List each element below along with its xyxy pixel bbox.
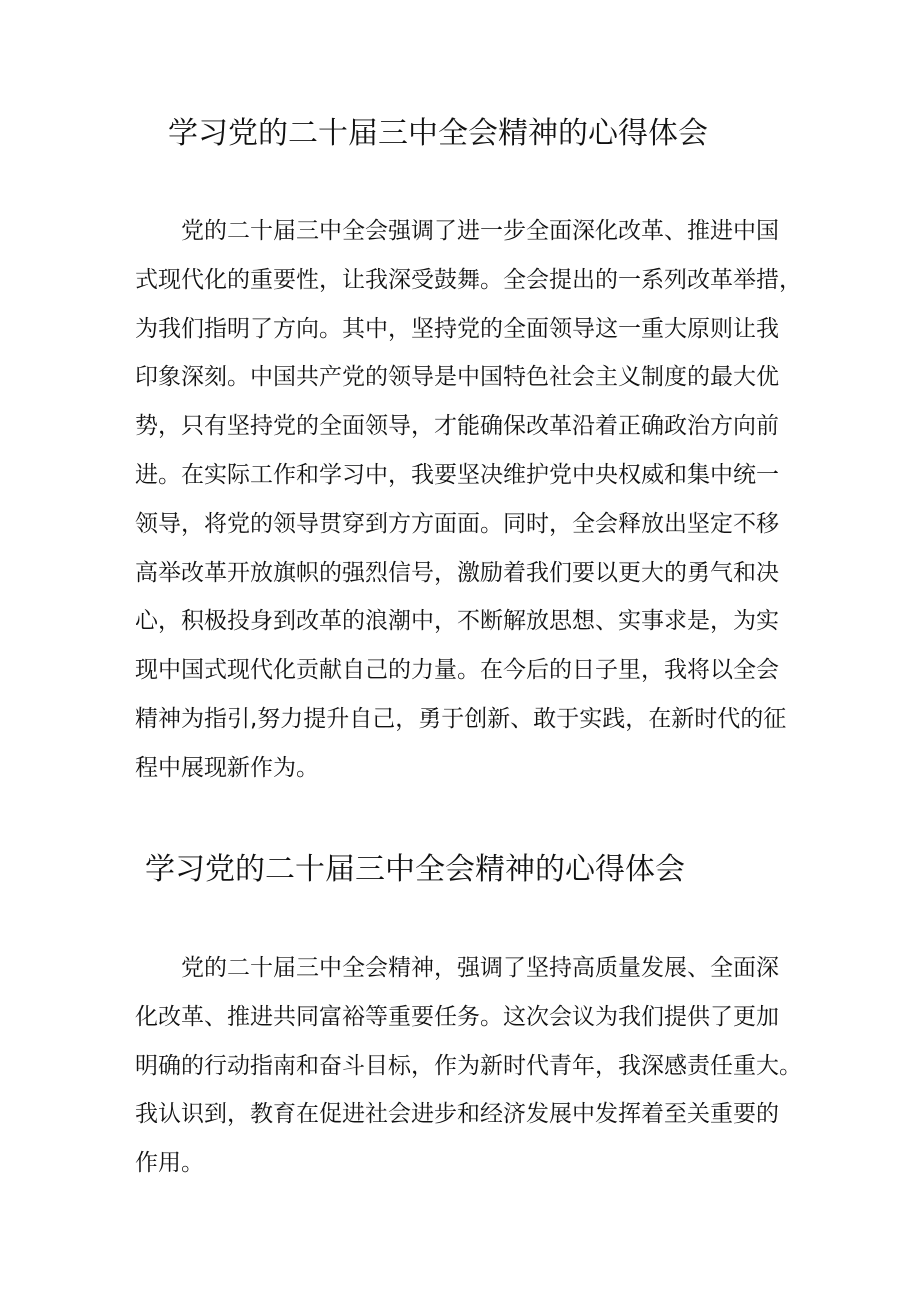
text-line: 现中国式现代化贡献自己的力量。在今后的日子里，我将以全会 — [135, 657, 779, 684]
section-body-2 — [135, 944, 805, 1188]
text-line: 精神为指引,努力提升自己，勇于创新、敢于实践，在新时代的征 — [135, 705, 787, 732]
text-line: 印象深刻。中国共产党的领导是中国特色社会主义制度的最大优 — [135, 364, 779, 391]
section-body-1 — [135, 207, 805, 793]
text-line: 党的二十届三中全会精神，强调了坚持高质量发展、全面深 — [135, 955, 779, 981]
text-line: 高举改革开放旗帜的强烈信号，激励着我们要以更大的勇气和决 — [135, 559, 779, 586]
text-line: 进。在实际工作和学习中，我要坚决维护党中央权威和集中统一 — [135, 461, 779, 488]
text-line: 势，只有坚持党的全面领导，才能确保改革沿着正确政治方向前 — [135, 413, 779, 440]
text-line: 为我们指明了方向。其中，坚持党的全面领导这一重大原则让我 — [135, 315, 779, 342]
text-line: 党的二十届三中全会强调了进一步全面深化改革、推进中国 — [135, 218, 779, 244]
section-title-1: 学习党的二十届三中全会精神的心得体会 — [168, 116, 708, 151]
section-title-2: 学习党的二十届三中全会精神的心得体会 — [145, 852, 685, 887]
text-line: 作用。 — [135, 1150, 204, 1177]
text-line: 式现代化的重要性，让我深受鼓舞。全会提出的一系列改革举措， — [135, 266, 802, 293]
text-line: 程中展现新作为。 — [135, 754, 319, 781]
text-line: 心，积极投身到改革的浪潮中，不断解放思想、实事求是，为实 — [135, 608, 779, 635]
text-line: 领导，将党的领导贯穿到方方面面。同时，全会释放出坚定不移 — [135, 510, 779, 537]
text-line: 我认识到，教育在促进社会进步和经济发展中发挥着至关重要的 — [135, 1101, 779, 1128]
text-line: 明确的行动指南和奋斗目标，作为新时代青年，我深感责任重大。 — [135, 1052, 802, 1079]
text-line: 化改革、推进共同富裕等重要任务。这次会议为我们提供了更加 — [135, 1003, 779, 1030]
